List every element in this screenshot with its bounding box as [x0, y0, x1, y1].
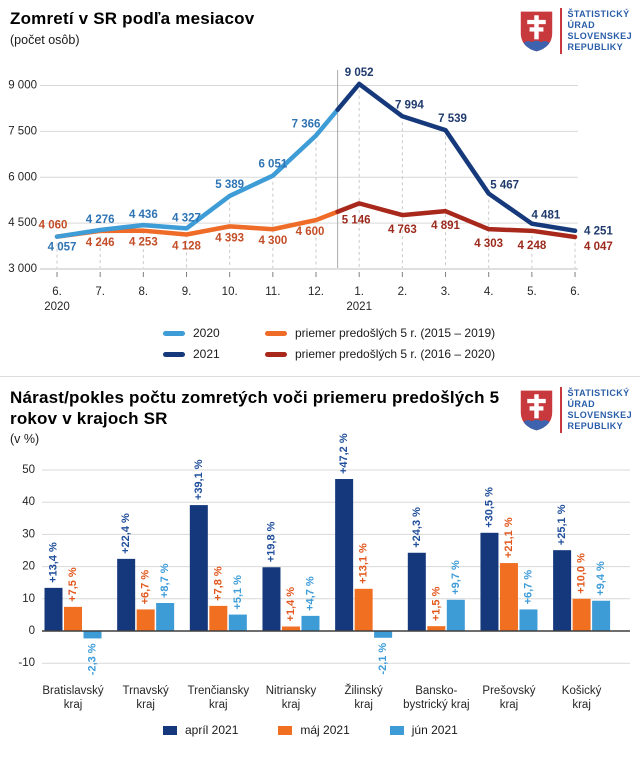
bar-label: +39,1 % — [192, 459, 205, 501]
data-label: 4 303 — [474, 238, 504, 251]
data-label: 4 393 — [215, 232, 245, 245]
y-axis-label: 0 — [28, 625, 35, 637]
data-label: 4 276 — [85, 213, 115, 226]
deaths-by-month-section — [0, 0, 640, 361]
legend-item — [278, 723, 349, 737]
bar-label: +1,4 % — [284, 586, 297, 622]
legend-swatch — [163, 352, 185, 357]
bar — [553, 550, 571, 631]
bar-label: +10,0 % — [575, 553, 588, 594]
category-label: Bratislavský kraj — [42, 685, 104, 711]
logo-text-line: REPUBLIKY — [567, 421, 624, 431]
legend-label: 2020 — [193, 326, 220, 340]
chart2-header — [0, 377, 640, 446]
data-label: 4 047 — [584, 240, 613, 253]
y-axis-label: 40 — [22, 496, 35, 509]
data-label: 4 891 — [431, 220, 460, 233]
statistical-office-logo — [518, 8, 636, 54]
bar — [519, 609, 537, 631]
bar-label: +7,5 % — [67, 567, 79, 602]
chart1-header — [0, 0, 640, 54]
bar-chart-legend — [163, 723, 640, 737]
category-label: Žilinský kraj — [344, 685, 383, 711]
data-label: 4 128 — [172, 240, 201, 253]
data-label: 4 300 — [258, 235, 288, 248]
x-axis-label: 12. — [308, 286, 325, 298]
bar — [335, 479, 353, 631]
logo-text — [567, 8, 632, 53]
data-label: 4 251 — [584, 225, 613, 238]
legend-label: 2021 — [193, 347, 220, 361]
legend-item — [163, 723, 238, 737]
y-axis-label: 9 000 — [8, 79, 37, 92]
chart2-titles — [10, 387, 518, 446]
logo-text-line: ÚRAD — [567, 20, 596, 30]
bar-chart — [0, 433, 640, 714]
legend-swatch — [265, 352, 287, 357]
bar-label: +5,1 % — [231, 575, 244, 610]
bar-label: +30,5 % — [483, 487, 496, 528]
legend-label: máj 2021 — [300, 723, 350, 737]
y-axis-label: 4 500 — [8, 217, 37, 230]
x-axis-label: 6. — [52, 286, 62, 298]
x-axis-label: 5. — [527, 286, 537, 298]
bar — [190, 505, 208, 631]
bar-label: +9,4 % — [595, 561, 608, 596]
bar — [209, 606, 227, 631]
logo-text-line: REPUBLIKY — [567, 42, 624, 52]
logo-divider — [560, 387, 562, 433]
chart2-subtitle: (v %) — [10, 432, 40, 446]
x-axis-year-label: 2021 — [346, 301, 372, 313]
data-label: 4 246 — [85, 236, 115, 249]
legend-label: jún 2021 — [411, 723, 458, 737]
data-label: 4 481 — [531, 209, 561, 222]
bar — [374, 631, 392, 638]
x-axis-year-label: 2020 — [44, 301, 70, 313]
region-change-section — [0, 377, 640, 737]
x-axis-label: 6. — [570, 286, 580, 298]
bar — [408, 553, 426, 631]
legend-item — [163, 326, 265, 340]
y-axis-label: 7 500 — [8, 125, 37, 138]
legend-item — [390, 723, 458, 737]
legend-item — [265, 347, 640, 361]
slovak-coat-of-arms-icon — [518, 387, 555, 433]
data-label: 9 052 — [344, 66, 374, 79]
bar — [301, 616, 319, 631]
category-label: Košický kraj — [561, 685, 602, 711]
data-label: 6 051 — [258, 158, 288, 171]
x-axis-label: 8. — [138, 286, 149, 298]
bar — [427, 626, 445, 631]
data-label: 7 539 — [438, 113, 467, 126]
data-label: 4 253 — [128, 236, 158, 249]
bar-label: +22,4 % — [120, 513, 133, 554]
chart1-title: Zomretí v SR podľa mesiacov — [10, 9, 255, 28]
legend-swatch — [278, 726, 292, 735]
category-label: Trnavský kraj — [122, 685, 169, 711]
y-axis-label: 20 — [22, 560, 35, 573]
data-label: 7 994 — [394, 99, 424, 112]
legend-label: apríl 2021 — [185, 723, 239, 737]
data-label: 5 467 — [490, 179, 520, 192]
bar-label: +6,7 % — [139, 569, 152, 605]
bar-label: +24,3 % — [410, 507, 423, 548]
bar — [480, 533, 498, 631]
bar — [45, 588, 63, 631]
legend-swatch — [163, 331, 185, 336]
bar — [117, 559, 135, 631]
bar-label: -2,3 % — [86, 643, 99, 676]
data-label: 5 146 — [341, 214, 371, 227]
bar — [573, 599, 591, 631]
x-axis-label: 1. — [354, 286, 364, 298]
logo-text-line: ŠTATISTICKÝ — [567, 388, 630, 398]
logo-divider — [560, 8, 562, 54]
bar — [447, 600, 465, 631]
x-axis-label: 3. — [440, 286, 451, 298]
x-axis-label: 11. — [265, 286, 281, 298]
x-axis-label: 10. — [221, 286, 238, 298]
logo-text-line: SLOVENSKEJ — [567, 410, 632, 420]
category-label: Prešovský kraj — [482, 685, 536, 711]
data-label: 4 763 — [387, 224, 417, 237]
legend-swatch — [390, 726, 404, 735]
bar-label: +1,5 % — [430, 586, 443, 622]
bar-plot — [18, 433, 630, 711]
category-label: Trenčiansky kraj — [187, 685, 250, 711]
data-label: 4 600 — [295, 226, 325, 239]
bar-label: +21,1 % — [502, 517, 515, 559]
bar-label: +6,7 % — [522, 569, 535, 605]
bar — [500, 563, 518, 631]
bar-label: +4,7 % — [304, 576, 317, 611]
data-label: 4 248 — [517, 239, 547, 252]
y-axis-label: -10 — [18, 657, 35, 670]
y-axis-label: 3 000 — [8, 263, 37, 275]
chart1-subtitle: (počet osôb) — [10, 33, 80, 47]
y-axis-label: 10 — [22, 592, 35, 605]
bar — [156, 603, 174, 631]
bar — [262, 567, 280, 631]
logo-text — [567, 387, 632, 432]
bar-label: +19,8 % — [265, 521, 278, 563]
chart2-title: Nárast/pokles počtu zomretých voči priemeru predošlých 5 rokov v krajoch SR — [10, 388, 500, 428]
x-axis-label: 7. — [95, 286, 105, 298]
x-axis-label: 4. — [483, 286, 494, 298]
slovak-coat-of-arms-icon — [518, 8, 555, 54]
legend-item — [265, 326, 640, 340]
bar-label: -2,1 % — [377, 642, 390, 675]
line-chart — [0, 54, 640, 312]
data-label: 4 060 — [38, 219, 68, 232]
bar — [355, 589, 373, 631]
y-axis-label: 6 000 — [8, 171, 37, 184]
bar-label: +47,2 % — [338, 433, 351, 475]
category-label: Bansko-bystrický kraj — [403, 685, 470, 711]
bar-label: +13,4 % — [47, 542, 60, 583]
logo-text-line: ŠTATISTICKÝ — [567, 9, 630, 19]
bar — [592, 601, 610, 631]
data-label: 5 389 — [215, 178, 245, 191]
bar-label: +9,7 % — [449, 560, 462, 595]
line-plot — [8, 67, 613, 313]
y-axis-label: 30 — [22, 528, 35, 541]
x-axis-label: 2. — [397, 286, 408, 298]
bar — [84, 631, 102, 638]
legend-swatch — [265, 331, 287, 336]
bar-label: +8,7 % — [159, 563, 172, 598]
data-label: 7 366 — [291, 118, 321, 131]
statistical-office-logo — [518, 387, 636, 433]
legend-label: priemer predošlých 5 r. (2016 – 2020) — [295, 347, 496, 361]
data-label: 4 436 — [128, 209, 158, 222]
logo-text-line: ÚRAD — [567, 399, 596, 409]
bar — [229, 615, 247, 631]
data-label: 4 327 — [172, 212, 201, 225]
legend-label: priemer predošlých 5 r. (2015 – 2019) — [295, 326, 496, 340]
chart1-titles — [10, 8, 518, 47]
data-label: 4 057 — [47, 241, 77, 254]
bar-label: +25,1 % — [556, 504, 569, 546]
y-axis-label: 50 — [22, 464, 35, 476]
legend-item — [163, 347, 265, 361]
logo-text-line: SLOVENSKEJ — [567, 31, 632, 41]
bar-label: +13,1 % — [357, 543, 370, 584]
legend-swatch — [163, 726, 177, 735]
bar — [137, 609, 155, 631]
line-chart-legend — [163, 326, 640, 361]
category-label: Nitriansky kraj — [265, 685, 317, 711]
x-axis-label: 9. — [181, 286, 192, 298]
bar-label: +7,8 % — [212, 566, 225, 601]
bar — [64, 607, 82, 631]
